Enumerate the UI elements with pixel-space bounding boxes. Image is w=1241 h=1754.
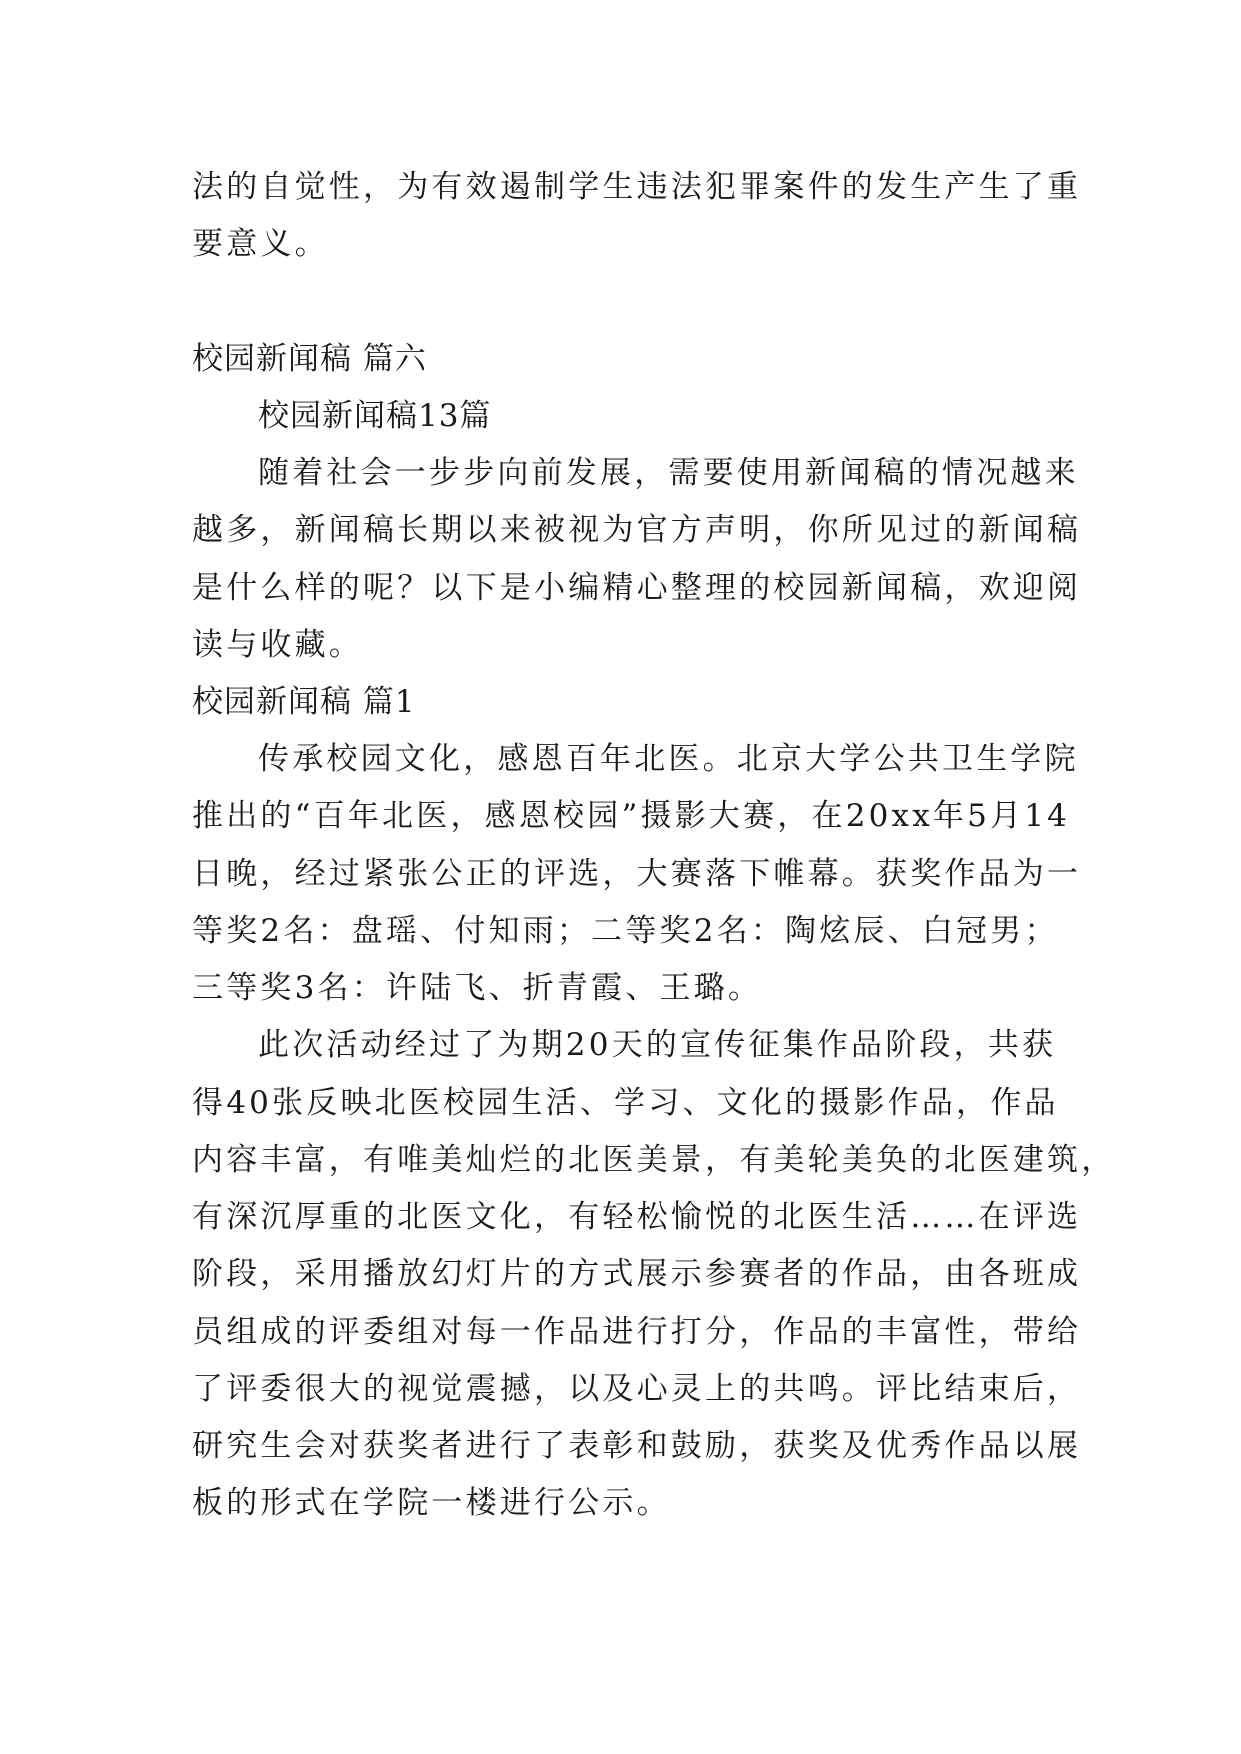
body-line: 要意义。 — [192, 226, 329, 262]
body-line: 是什么样的呢？以下是小编精心整理的校园新闻稿，欢迎阅 — [192, 570, 1082, 606]
body-line: 有深沉厚重的北医文化，有轻松愉悦的北医生活……在评选 — [192, 1199, 1082, 1235]
body-line: 阶段，采用播放幻灯片的方式展示参赛者的作品，由各班成 — [192, 1256, 1082, 1292]
body-line: 内容丰富，有唯美灿烂的北医美景，有美轮美奂的北医建筑， — [192, 1142, 1116, 1178]
body-line: 等奖2名：盘瑶、付知雨；二等奖2名：陶炫辰、白冠男； — [192, 913, 1059, 949]
document-title: 校园新闻稿13篇 — [258, 398, 492, 434]
body-line: 读与收藏。 — [192, 627, 363, 663]
section-heading: 校园新闻稿 篇六 — [192, 341, 427, 377]
body-line: 此次活动经过了为期20天的宣传征集作品阶段，共获 — [258, 1027, 1057, 1063]
body-line: 三等奖3名：许陆飞、折青霞、王璐。 — [192, 970, 763, 1006]
body-line: 随着社会一步步向前发展，需要使用新闻稿的情况越来 — [258, 455, 1079, 491]
body-line: 越多，新闻稿长期以来被视为官方声明，你所见过的新闻稿 — [192, 512, 1082, 548]
body-line: 板的形式在学院一楼进行公示。 — [192, 1485, 671, 1521]
body-line: 推出的“百年北医，感恩校园”摄影大赛，在20xx年5月14 — [192, 798, 1071, 834]
body-line: 传承校园文化，感恩百年北医。北京大学公共卫生学院 — [258, 741, 1079, 777]
body-line: 研究生会对获奖者进行了表彰和鼓励，获奖及优秀作品以展 — [192, 1428, 1082, 1464]
section-heading: 校园新闻稿 篇1 — [192, 684, 416, 720]
body-line: 日晚，经过紧张公正的评选，大赛落下帷幕。获奖作品为一 — [192, 856, 1082, 892]
body-line: 法的自觉性，为有效遏制学生违法犯罪案件的发生产生了重 — [192, 169, 1082, 205]
body-line: 员组成的评委组对每一作品进行打分，作品的丰富性，带给 — [192, 1314, 1082, 1350]
body-line: 得40张反映北医校园生活、学习、文化的摄影作品，作品 — [192, 1085, 1059, 1121]
body-line: 了评委很大的视觉震撼，以及心灵上的共鸣。评比结束后， — [192, 1371, 1082, 1407]
